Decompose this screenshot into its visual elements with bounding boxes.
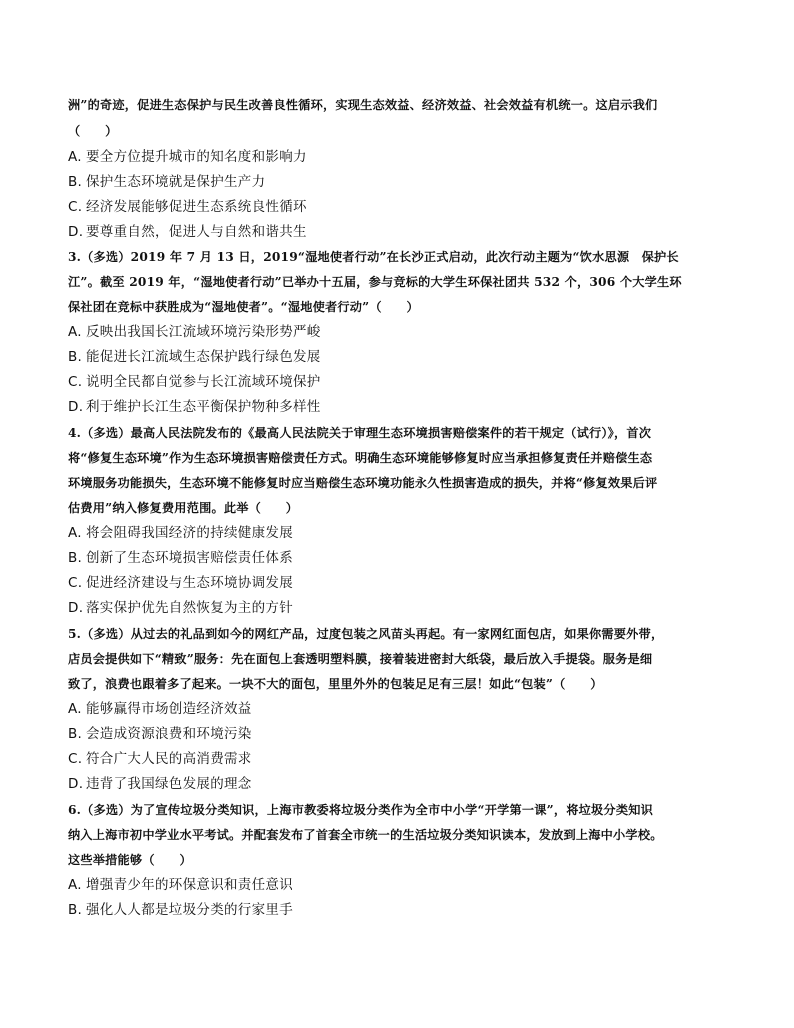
option-text: 要全方位提升城市的知名度和影响力 [86, 149, 307, 165]
question-4-option-d [68, 598, 732, 618]
option-text: 反映出我国长江流域环境污染形势严峻 [86, 324, 321, 340]
question-6-option-b [68, 900, 732, 920]
option-letter: A. [68, 877, 82, 893]
option-letter: A. [68, 149, 82, 165]
option-letter: D. [68, 776, 84, 792]
question-4-stem-line-1: 4.（多选）最高人民法院发布的《最高人民法院关于审理生态环境损害赔偿案件的若干规定（试行）》，首次 [68, 426, 652, 440]
option-letter: A. [68, 701, 82, 717]
option-letter: A. [68, 525, 82, 541]
question-5-option-b [68, 724, 732, 744]
option-text: 强化人人都是垃圾分类的行家里手 [86, 902, 293, 918]
option-letter: B. [68, 349, 83, 365]
option-text: 会造成资源浪费和环境污染 [86, 726, 252, 742]
question-5-option-a [68, 699, 732, 719]
question-3-stem-line-1: 3.（多选）2019 年 7 月 13 日，2019“湿地使者行动”在长沙正式启动，此次行动主题为“饮水思源 保护长 [68, 250, 679, 264]
option-text: 落实保护优先自然恢复为主的方针 [86, 600, 293, 616]
option-text: 违背了我国绿色发展的理念 [86, 776, 252, 792]
option-text: 符合广大人民的高消费需求 [86, 751, 252, 767]
question-6-option-a [68, 875, 732, 895]
option-letter: B. [68, 174, 83, 190]
option-text: 促进经济建设与生态环境协调发展 [86, 575, 293, 591]
option-text: 经济发展能够促进生态系统良性循环 [86, 199, 307, 215]
question-6-stem-line-3: 这些举措能够（ ） [68, 853, 192, 867]
question-5-stem-line-3: 致了，浪费也跟着多了起来。一块不大的面包，里里外外的包装足足有三层！如此“包装”（ ） [68, 677, 603, 691]
question-4-stem-line-2: 将“修复生态环境”作为生态环境损害赔偿责任方式。明确生态环境能够修复时应当承担修复责任并赔偿生态 [68, 451, 653, 465]
question-2-answer-blank: （ ） [68, 124, 118, 138]
option-letter: C. [68, 199, 83, 215]
question-2-option-d [68, 222, 732, 242]
question-5-option-d [68, 774, 732, 794]
option-letter: A. [68, 324, 82, 340]
question-5-stem-line-2: 店员会提供如下“精致”服务：先在面包上套透明塑料膜，接着装进密封大纸袋，最后放入手提袋。服务是细 [68, 652, 653, 666]
question-2-option-b [68, 172, 732, 192]
question-3-option-d [68, 397, 732, 417]
option-text: 增强青少年的环保意识和责任意识 [86, 877, 293, 893]
option-text: 保护生态环境就是保护生产力 [86, 174, 266, 190]
question-4-option-b [68, 548, 732, 568]
question-2-option-c [68, 197, 732, 217]
question-5-option-c [68, 749, 732, 769]
question-3-option-a [68, 322, 732, 342]
question-3-stem-line-2: 江”。截至 2019 年，“湿地使者行动”已举办十五届，参与竞标的大学生环保社团共 532 个，306 个大学生环 [68, 275, 682, 289]
question-3-option-c [68, 372, 732, 392]
option-letter: C. [68, 751, 83, 767]
question-4-option-c [68, 573, 732, 593]
question-3-option-b [68, 347, 732, 367]
question-4-stem-line-3: 环境服务功能损失，生态环境不能修复时应当赔偿生态环境功能永久性损害造成的损失，并将“修复效果后评 [68, 476, 658, 490]
option-text: 将会阻碍我国经济的持续健康发展 [86, 525, 293, 541]
option-text: 创新了生态环境损害赔偿责任体系 [86, 550, 293, 566]
option-text: 要尊重自然，促进人与自然和谐共生 [86, 224, 307, 240]
question-4-option-a [68, 523, 732, 543]
option-letter: B. [68, 726, 83, 742]
option-letter: C. [68, 575, 83, 591]
question-6-stem-line-2: 纳入上海市初中学业水平考试。并配套发布了首套全市统一的生活垃圾分类知识读本，发放到上海中小学校。 [68, 828, 663, 842]
option-letter: B. [68, 550, 83, 566]
option-letter: D. [68, 600, 84, 616]
option-text: 说明全民都自觉参与长江流域环境保护 [86, 374, 321, 390]
question-5-stem-line-1: 5.（多选）从过去的礼品到如今的网红产品，过度包装之风苗头再起。有一家网红面包店，如果你需要外带， [68, 627, 664, 641]
option-letter: C. [68, 374, 83, 390]
question-3-stem-line-3: 保社团在竞标中获胜成为“湿地使者”。“湿地使者行动”（ ） [68, 300, 419, 314]
option-letter: D. [68, 224, 84, 240]
question-2-stem-line-1: 洲”的奇迹，促进生态保护与民生改善良性循环，实现生态效益、经济效益、社会效益有机统一。这启示我们 [68, 98, 658, 112]
question-4-stem-line-4: 估费用”纳入修复费用范围。此举（ ） [68, 501, 299, 515]
option-text: 能促进长江流域生态保护践行绿色发展 [86, 349, 321, 365]
question-6-stem-line-1: 6.（多选）为了宣传垃圾分类知识，上海市教委将垃圾分类作为全市中小学“开学第一课”，将垃圾分类知识 [68, 803, 653, 817]
option-letter: D. [68, 399, 84, 415]
option-text: 能够赢得市场创造经济效益 [86, 701, 252, 717]
option-letter: B. [68, 902, 83, 918]
question-2-option-a [68, 147, 732, 167]
option-text: 利于维护长江生态平衡保护物种多样性 [86, 399, 321, 415]
